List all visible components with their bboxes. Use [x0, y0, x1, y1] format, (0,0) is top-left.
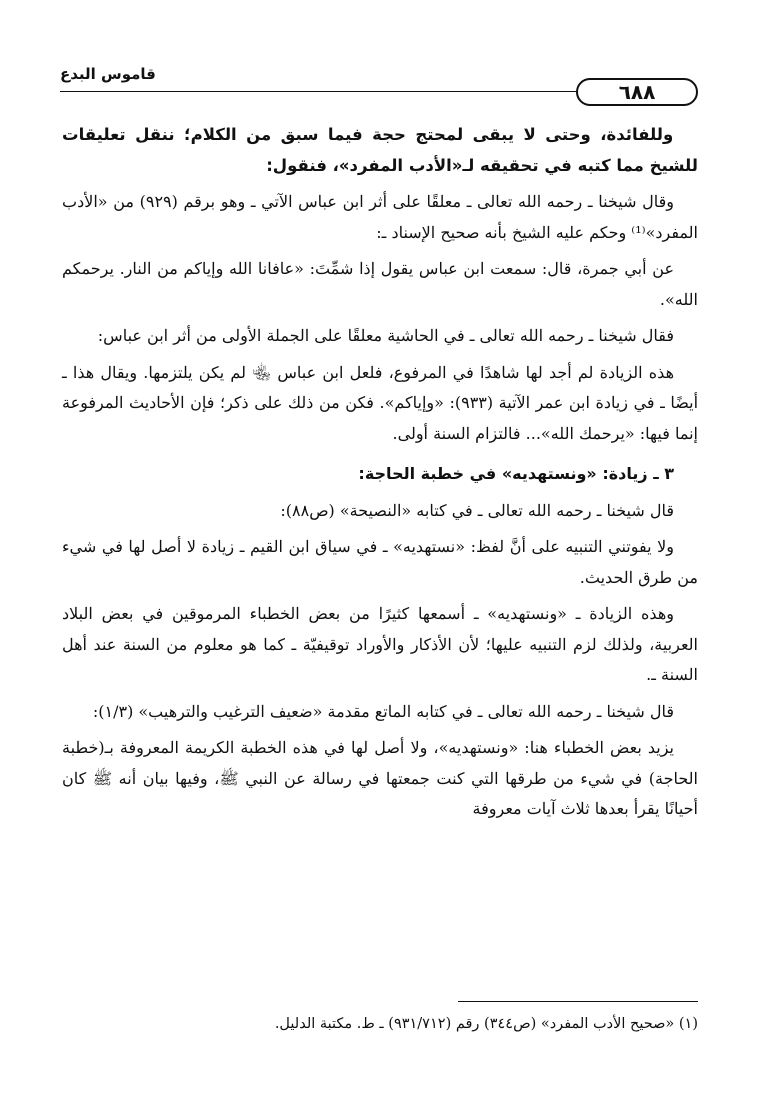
paragraph: فقال شيخنا ـ رحمه الله تعالى ـ في الحاشية معلقًا على الجملة الأولى من أثر ابن عباس: — [97, 326, 674, 345]
header-rule — [60, 91, 580, 92]
paragraph: ولا يفوتني التنبيه على أنَّ لفظ: «نستهديه» ـ في سياق ابن القيم ـ زيادة لا أصل لها في شيء من طرق الحديث. — [62, 537, 698, 587]
book-title: قاموس البدع — [60, 65, 156, 83]
footnote: (١) «صحيح الأدب المفرد» (ص٣٤٤) رقم (٩٣١/٧١٢) ـ ط. مكتبة الدليل. — [274, 1016, 698, 1032]
paragraph: عن أبي جمرة، قال: سمعت ابن عباس يقول إذا شمِّتَ: «عافانا الله وإياكم من النار. يرحمكم الله». — [62, 259, 698, 309]
paragraph: يزيد بعض الخطباء هنا: «ونستهديه»، ولا أصل لها في هذه الخطبة الكريمة المعروفة بـ(خطبة الحاجة) في شيء من طرقها التي كنت جمعتها في رسالة عن النبي ﷺ، وفيها بيان أنه ﷺ كان أحيانًا يقرأ بعدها ثلاث آيات معروفة — [62, 738, 698, 818]
paragraph: وهذه الزيادة ـ «ونستهديه» ـ أسمعها كثيرًا من بعض الخطباء المرموقين في بعض البلاد العربية، ولذلك لزم التنبيه عليها؛ لأن الأذكار والأوراد توقيفيّة ـ كما هو معلوم من السنة عند أهل السنة ـ. — [62, 604, 698, 684]
section-heading: ٣ ـ زيادة: «ونستهديه» في خطبة الحاجة: — [358, 464, 674, 483]
page-number-badge: ٦٨٨ — [576, 78, 698, 106]
body-text — [62, 120, 698, 831]
footnote-rule — [458, 1001, 698, 1002]
intro-paragraph: وللفائدة، وحتى لا يبقى لمحتج حجة فيما سبق من الكلام؛ ننقل تعليقات للشيخ مما كتبه في تحقيقه لـ«الأدب المفرد»، فنقول: — [62, 125, 698, 175]
paragraph: وقال شيخنا ـ رحمه الله تعالى ـ معلقًا على أثر ابن عباس الآتي ـ وهو برقم (٩٢٩) من «الأدب المفرد»⁽¹⁾ وحكم عليه الشيخ بأنه صحيح الإسناد ـ: — [62, 192, 698, 242]
paragraph: هذه الزيادة لم أجد لها شاهدًا في المرفوع، فلعل ابن عباس ﵄ لم يكن يلتزمها. ويقال هذا ـ أيضًا ـ في زيادة ابن عمر الآتية (٩٣٣): «وإياكم». فكن من ذلك على ذكر؛ فإن الأحاديث المرفوعة إنما فيها: «يرحمك الله»... فالتزام السنة أولى. — [62, 362, 699, 443]
paragraph: قال شيخنا ـ رحمه الله تعالى ـ في كتابه الماتع مقدمة «ضعيف الترغيب والترهيب» (١/٣): — [92, 701, 674, 721]
paragraph: قال شيخنا ـ رحمه الله تعالى ـ في كتابه «النصيحة» (ص٨٨): — [280, 500, 674, 520]
